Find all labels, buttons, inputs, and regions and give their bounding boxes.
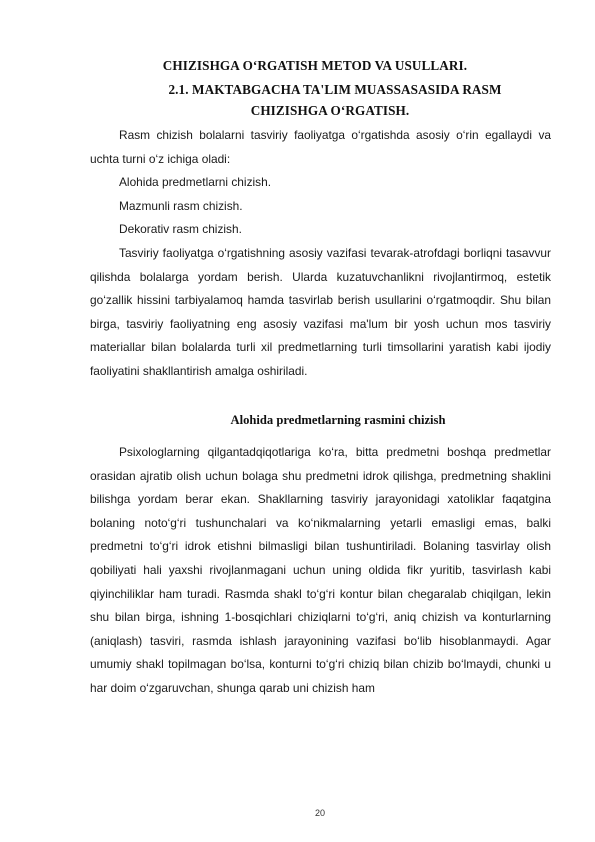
section-title-line1: 2.1. MAKTABGACHA TA'LIM MUASSASASIDA RASM bbox=[168, 82, 502, 97]
chapter-title: CHIZISHGA O‘RGATISH METOD VA USULLARI. bbox=[162, 58, 468, 73]
list-item: Dekorativ rasm chizish. bbox=[119, 222, 242, 237]
list-item: Mazmunli rasm chizish. bbox=[119, 198, 243, 213]
paragraph-psychology: Psixologlarning qilgantadqiqotlariga ko‘ra, bitta predmetni boshqa predmetlar orasidan ajratib olish uchun bolaga shu predmetni idrok qilishga, predmetning shaklini bilishga yordam berar ekan. Shakllarning tasviriy jarayonidagi xatoliklar faqatgina bolaning noto‘g‘ri tushunchalari va ko‘nikmalarning yetarli emasligi emas, balki predmetni to‘g‘ri idrok etishni bilmasligi bilan tushuntiriladi. Bolaning tasvirlay olish qobiliyati hali yaxshi rivojlanmagani uchun uning oldida fikr yuritib, tasvirlash kabi qiyinchiliklar ham turadi. Rasmda shakl to‘g‘ri kontur bilan chegaralab chiqilgan, lekin shu bilan birga, ishning 1-bosqichlari chiziqlarni to‘g‘ri, aniq chizish va konturlarning (aniqlash) tasviri, rasmda ishlash jarayonining vazifasi bo‘lib hisoblanmaydi. Agar umumiy shakl topilmagan bo‘lsa, konturni to‘g‘ri chiziq bilan chizib bo‘lmaydi, chunki u har doim o‘zgaruvchan, shunga qarab uni chizish ham bbox=[90, 445, 551, 695]
body-text-bottom bbox=[90, 441, 551, 701]
paragraph-intro: Rasm chizish bolalarni tasviriy faoliyatga o‘rgatishda asosiy o‘rin egallaydi va uchta turni o‘z ichiga oladi: bbox=[90, 128, 551, 166]
list-item: Alohida predmetlarni chizish. bbox=[119, 175, 272, 190]
subsection-heading: Alohida predmetlarning rasmini chizish bbox=[230, 413, 446, 427]
section-title-line2: CHIZISHGA O‘RGATISH. bbox=[250, 103, 410, 118]
page-number: 20 bbox=[314, 808, 325, 818]
body-text-top bbox=[90, 124, 551, 384]
paragraph-main-task: Tasviriy faoliyatga o‘rgatishning asosiy vazifasi tevarak-atrofdagi borliqni tasavvur qilishda bolalarga yordam berish. Ularda kuzatuvchanlikni rivojlantirmoq, estetik go‘zallik hissini tarbiyalamoq hamda tasvirlab berish usullarini o‘rgatmoqdir. Shu bilan birga, tasviriy faoliyatning eng asosiy vazifasi ma'lum bir yosh uchun mos tasviriy materiallar bilan bolalarda turli xil predmetlarning turli timsollarini yaratish kabi ijodiy faoliyatini shakllantirish amalga oshiriladi. bbox=[90, 245, 551, 378]
